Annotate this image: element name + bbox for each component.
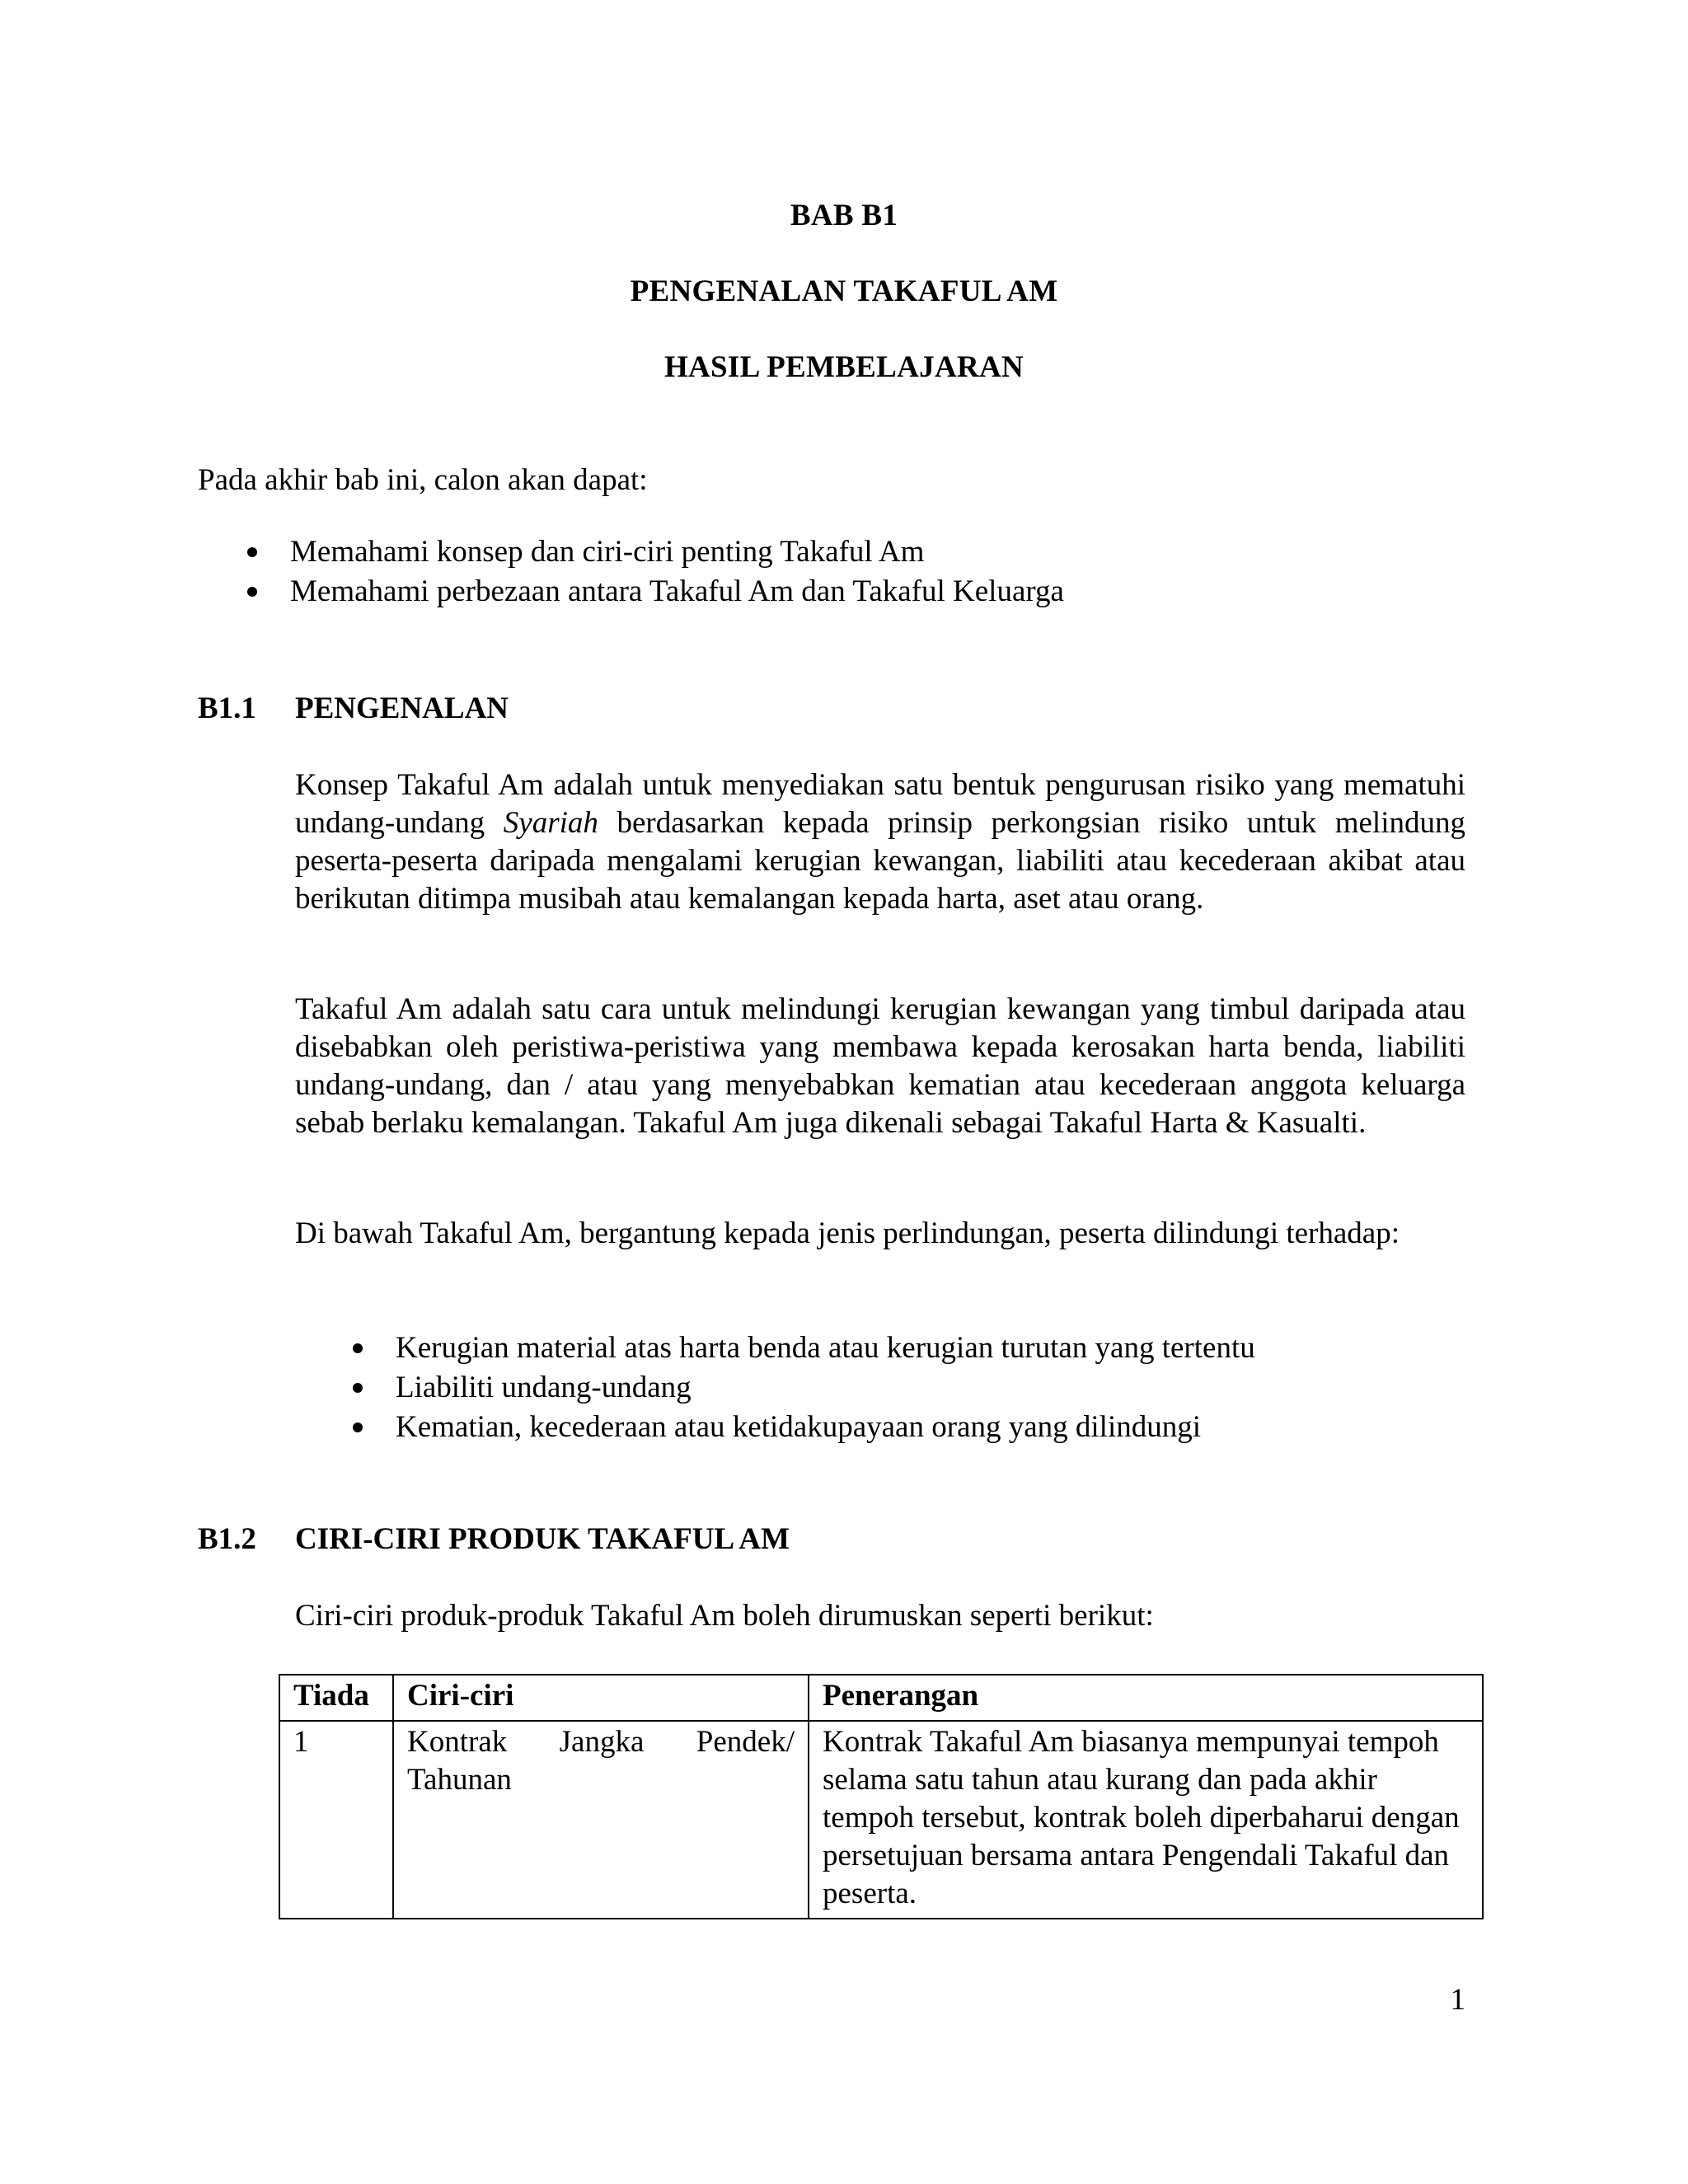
section-number: B1.2 (198, 1522, 256, 1556)
section-title: CIRI-CIRI PRODUK TAKAFUL AM (295, 1522, 790, 1556)
chapter-title: PENGENALAN TAKAFUL AM (630, 274, 1058, 308)
table-header-row (279, 1675, 1483, 1721)
outcomes-list (239, 532, 1064, 612)
paragraph-coverage-lead: Di bawah Takaful Am, bergantung kepada jenis perlindungan, peserta dilindungi terhadap: (295, 1216, 1400, 1250)
paragraph-text: Konsep Takaful Am adalah untuk menyediakan satu bentuk pengurusan risiko yang mematuhi undang-undang (295, 768, 1465, 840)
list-item: Liabiliti undang-undang (345, 1368, 1255, 1408)
column-header: Tiada (279, 1675, 393, 1721)
section-lead: Ciri-ciri produk-produk Takaful Am boleh dirumuskan seperti berikut: (295, 1599, 1154, 1633)
page-number: 1 (1450, 1983, 1465, 2017)
list-item: Memahami konsep dan ciri-ciri penting Takaful Am (239, 532, 1064, 572)
table-cell-feature: Kontrak Jangka Pendek/ Tahunan (393, 1721, 809, 1919)
list-item: Kerugian material atas harta benda atau kerugian turutan yang tertentu (345, 1329, 1255, 1368)
paragraph-intro-concept (295, 766, 1465, 918)
section-title: PENGENALAN (295, 691, 509, 725)
table-row (279, 1721, 1483, 1919)
intro-lead: Pada akhir bab ini, calon akan dapat: (198, 463, 648, 497)
column-header: Ciri-ciri (393, 1675, 809, 1721)
section-number: B1.1 (198, 691, 256, 725)
paragraph-text: berdasarkan kepada prinsip perkongsian risiko untuk melindung peserta-peserta daripada mengalami kerugian kewangan, liabiliti atau kecederaan akibat atau berikutan ditimpa musibah atau kemalangan kepada harta, aset atau orang. (295, 806, 1465, 916)
chapter-label: BAB B1 (790, 199, 898, 232)
list-item: Memahami perbezaan antara Takaful Am dan Takaful Keluarga (239, 572, 1064, 612)
coverage-list (345, 1329, 1255, 1447)
features-table (279, 1674, 1484, 1919)
paragraph-definition: Takaful Am adalah satu cara untuk melindungi kerugian kewangan yang timbul daripada atau disebabkan oleh peristiwa-peristiwa yang membawa kepada kerosakan harta benda, liabiliti undang-undang, dan / atau yang menyebabkan kematian atau kecederaan anggota keluarga sebab berlaku kemalangan. Takaful Am juga dikenali sebagai Takaful Harta & Kasualti. (295, 992, 1465, 1140)
column-header: Penerangan (809, 1675, 1483, 1721)
table-cell-number: 1 (279, 1721, 393, 1919)
list-item: Kematian, kecederaan atau ketidakupayaan orang yang dilindungi (345, 1408, 1255, 1447)
outcomes-heading: HASIL PEMBELAJARAN (663, 350, 1025, 384)
syariah-term: Syariah (503, 806, 598, 840)
table-cell-description: Kontrak Takaful Am biasanya mempunyai tempoh selama satu tahun atau kurang dan pada akhir tempoh tersebut, kontrak boleh diperbaharui dengan persetujuan bersama antara Pengendali Takaful dan peserta. (809, 1721, 1483, 1919)
